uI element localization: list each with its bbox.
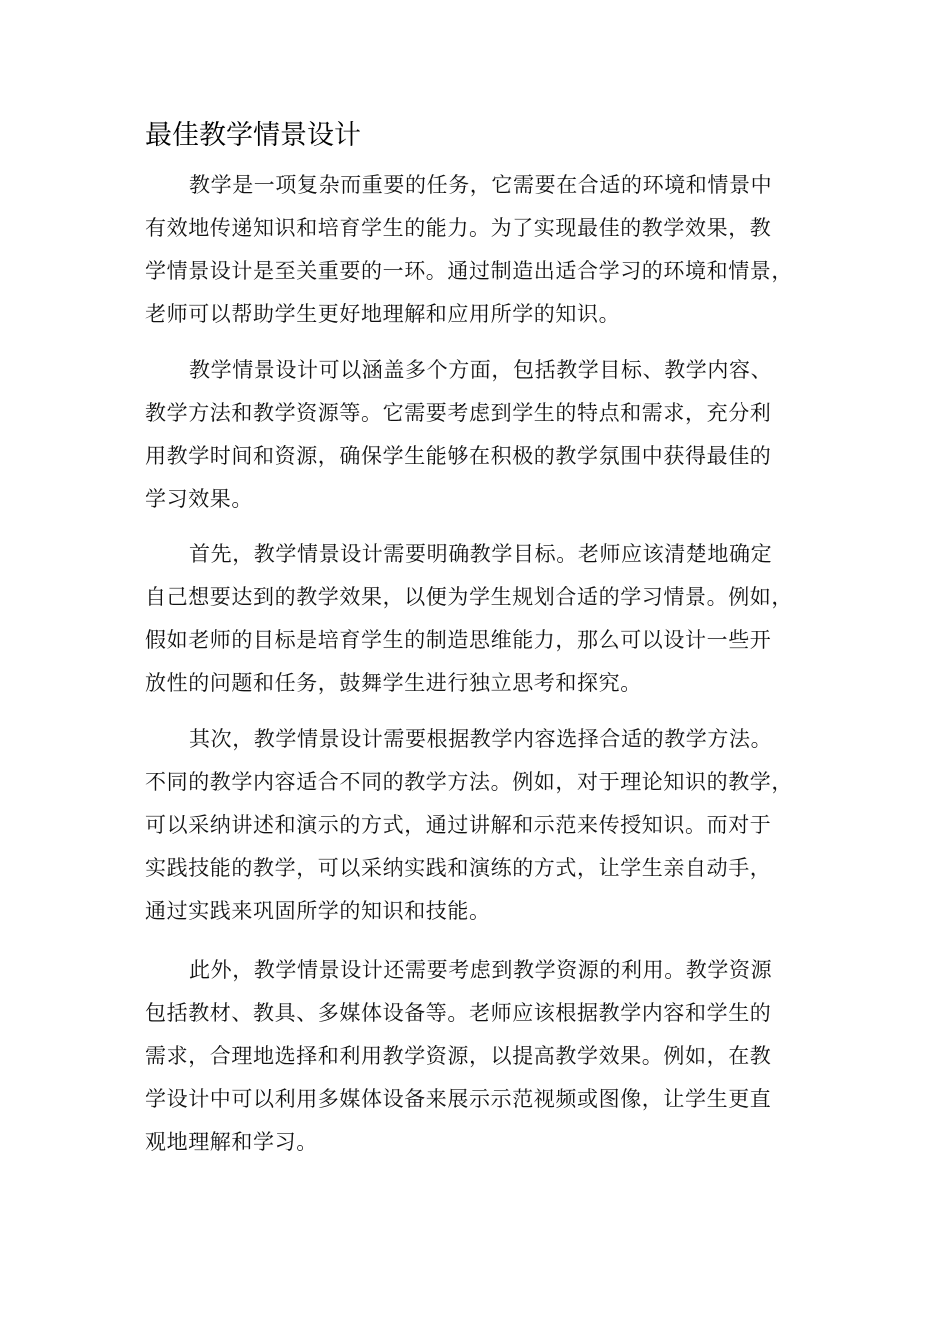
paragraph-line: 学情景设计是至关重要的一环。通过制造出适合学习的环境和情景， <box>145 259 793 283</box>
paragraph-5 <box>145 949 809 1164</box>
paragraph-line: 可以采纳讲述和演示的方式，通过讲解和示范来传授知识。而对于 <box>145 813 772 837</box>
paragraph-line: 需求，合理地选择和利用教学资源，以提高教学效果。例如，在教 <box>145 1044 772 1068</box>
document-title: 最佳教学情景设计 <box>145 120 361 151</box>
paragraph-1 <box>145 164 809 336</box>
paragraph-line: 包括教材、教具、多媒体设备等。老师应该根据教学内容和学生的 <box>145 1001 772 1025</box>
paragraph-line: 老师可以帮助学生更好地理解和应用所学的知识。 <box>145 302 621 326</box>
paragraph-line: 实践技能的教学，可以采纳实践和演练的方式，让学生亲自动手， <box>145 856 772 880</box>
paragraph-line: 此外，教学情景设计还需要考虑到教学资源的利用。教学资源 <box>189 958 773 982</box>
paragraph-line: 其次，教学情景设计需要根据教学内容选择合适的教学方法。 <box>189 727 773 751</box>
paragraph-4 <box>145 718 809 933</box>
paragraph-line: 教学方法和教学资源等。它需要考虑到学生的特点和需求，充分利 <box>145 401 772 425</box>
paragraph-line: 教学是一项复杂而重要的任务，它需要在合适的环境和情景中 <box>189 173 773 197</box>
paragraph-line: 通过实践来巩固所学的知识和技能。 <box>145 899 491 923</box>
paragraph-line: 假如老师的目标是培育学生的制造思维能力，那么可以设计一些开 <box>145 628 772 652</box>
paragraph-line: 首先，教学情景设计需要明确教学目标。老师应该清楚地确定 <box>189 542 773 566</box>
paragraph-line: 有效地传递知识和培育学生的能力。为了实现最佳的教学效果，教 <box>145 216 772 240</box>
paragraph-line: 观地理解和学习。 <box>145 1130 318 1154</box>
paragraph-line: 用教学时间和资源，确保学生能够在积极的教学氛围中获得最佳的 <box>145 444 772 468</box>
paragraph-line: 学设计中可以利用多媒体设备来展示示范视频或图像，让学生更直 <box>145 1087 772 1111</box>
paragraph-line: 教学情景设计可以涵盖多个方面，包括教学目标、教学内容、 <box>189 358 773 382</box>
paragraph-3 <box>145 533 809 705</box>
paragraph-2 <box>145 349 809 521</box>
paragraph-line: 不同的教学内容适合不同的教学方法。例如，对于理论知识的教学， <box>145 770 793 794</box>
paragraph-line: 自己想要达到的教学效果，以便为学生规划合适的学习情景。例如， <box>145 585 793 609</box>
paragraph-line: 学习效果。 <box>145 487 253 511</box>
paragraph-line: 放性的问题和任务，鼓舞学生进行独立思考和探究。 <box>145 671 642 695</box>
